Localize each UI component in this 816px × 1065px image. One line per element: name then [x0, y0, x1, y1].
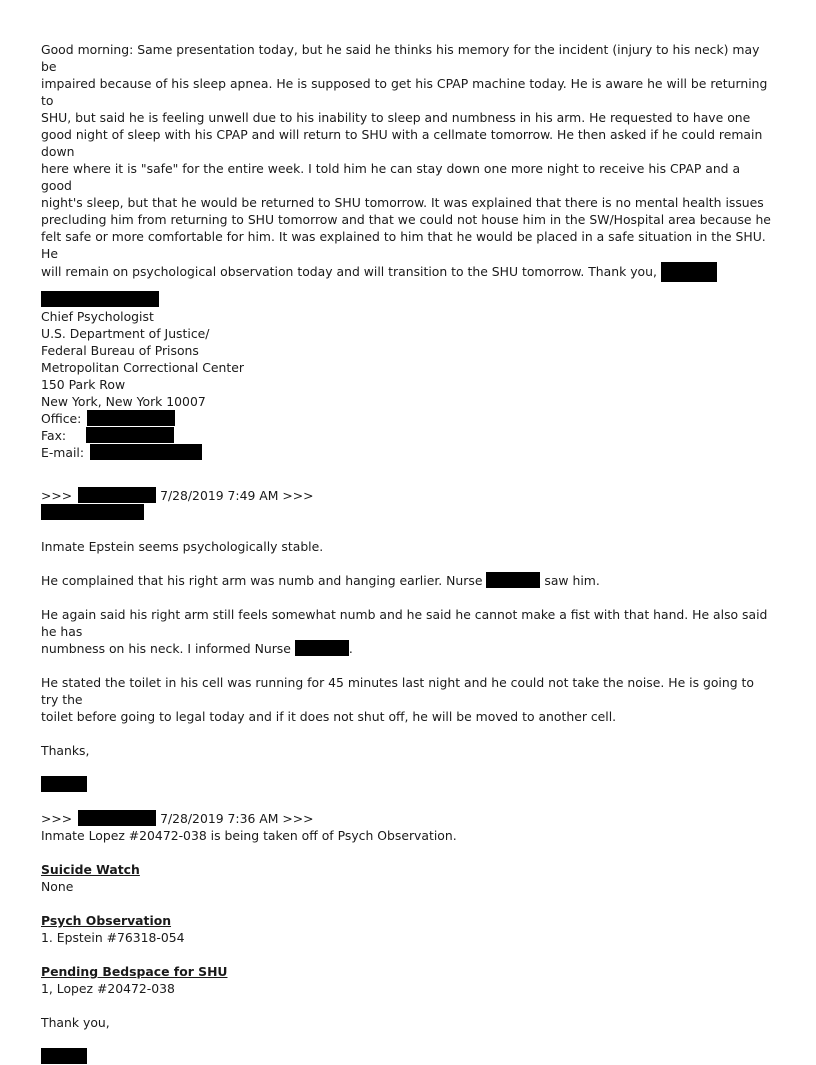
- email2-text: .: [348, 641, 353, 656]
- redaction-block: [41, 1048, 87, 1064]
- email1-line: night's sleep, but that he would be returned to SHU tomorrow. It was explained that there is no mental health issues: [41, 195, 764, 210]
- email2-paragraph: [41, 572, 771, 589]
- email1-line: SHU, but said he is feeling unwell due to his inability to sleep and numbness in his arm. He requested to have one: [41, 110, 751, 125]
- email3: [41, 810, 771, 1065]
- signature-title: Chief Psychologist: [41, 309, 154, 324]
- email-document: [41, 41, 771, 1065]
- email2-header: [41, 487, 771, 504]
- email3-header-datetime: 7/28/2019 7:36 AM >>>: [160, 811, 314, 826]
- email2-line: Inmate Epstein seems psychologically stable.: [41, 539, 324, 554]
- quote-marker: >>>: [41, 811, 73, 826]
- email1-body: [41, 41, 771, 282]
- redaction-block: [78, 487, 156, 503]
- section-item: 1. Epstein #76318-054: [41, 930, 185, 945]
- redaction-block: [295, 640, 349, 656]
- signature-org-line: Metropolitan Correctional Center: [41, 360, 244, 375]
- email1-line: precluding him from returning to SHU tomorrow and that we could not house him in the SW/Hospital area because he: [41, 212, 771, 227]
- section-item: None: [41, 879, 74, 894]
- fax-row: [41, 427, 771, 444]
- section-heading-psych-observation: Psych Observation: [41, 913, 172, 928]
- redaction-block: [661, 262, 717, 282]
- email-label: E-mail:: [41, 445, 85, 460]
- redaction-block: [90, 444, 202, 460]
- section-heading-suicide-watch: Suicide Watch: [41, 862, 140, 877]
- redaction-block: [87, 410, 175, 426]
- email2-line: He again said his right arm still feels somewhat numb and he said he cannot make a fist with that hand. He also said he has: [41, 607, 768, 639]
- email2-header-datetime: 7/28/2019 7:49 AM >>>: [160, 488, 314, 503]
- email1-line: impaired because of his sleep apnea. He is supposed to get his CPAP machine today. He is aware he will be returning to: [41, 76, 768, 108]
- office-row: [41, 410, 771, 427]
- email2: [41, 487, 771, 793]
- email3-header: [41, 810, 771, 827]
- email2-paragraph: [41, 640, 771, 657]
- redaction-block: [86, 427, 174, 443]
- email1-line: Good morning: Same presentation today, but he said he thinks his memory for the incident (injury to his neck) may be: [41, 42, 760, 74]
- email1-line: good night of sleep with his CPAP and will return to SHU with a cellmate tomorrow. He then asked if he could remain down: [41, 127, 763, 159]
- email3-closing: Thank you,: [41, 1015, 110, 1030]
- redaction-block: [41, 504, 144, 520]
- signature-org-line: New York, New York 10007: [41, 394, 206, 409]
- redaction-block: [41, 776, 87, 792]
- fax-label: Fax:: [41, 428, 67, 443]
- redaction-block: [486, 572, 540, 588]
- quote-marker: >>>: [41, 488, 73, 503]
- email2-text: numbness on his neck. I informed Nurse: [41, 641, 291, 656]
- email-row: [41, 444, 771, 461]
- office-label: Office:: [41, 411, 82, 426]
- section-heading-pending-bedspace: Pending Bedspace for SHU: [41, 964, 228, 979]
- email1-line: will remain on psychological observation today and will transition to the SHU tomorrow. Thank you,: [41, 264, 657, 279]
- email1-signature: [41, 308, 771, 461]
- email3-intro: Inmate Lopez #20472-038 is being taken off of Psych Observation.: [41, 828, 457, 843]
- email2-text: He complained that his right arm was numb and hanging earlier. Nurse: [41, 573, 483, 588]
- signature-org-line: 150 Park Row: [41, 377, 126, 392]
- email2-line: He stated the toilet in his cell was running for 45 minutes last night and he could not take the noise. He is going to try the: [41, 675, 754, 707]
- email1-line: here where it is "safe" for the entire week. I told him he can stay down one more night to receive his CPAP and a good: [41, 161, 741, 193]
- signature-org-line: Federal Bureau of Prisons: [41, 343, 199, 358]
- email2-closing: Thanks,: [41, 743, 90, 758]
- redaction-block: [41, 291, 159, 307]
- redaction-block: [78, 810, 156, 826]
- signature-org-line: U.S. Department of Justice/: [41, 326, 210, 341]
- section-item: 1, Lopez #20472-038: [41, 981, 175, 996]
- email2-line: toilet before going to legal today and if it does not shut off, he will be moved to another cell.: [41, 709, 617, 724]
- email2-text: saw him.: [544, 573, 600, 588]
- email1-line: felt safe or more comfortable for him. It was explained to him that he would be placed in a safe situation in the SHU. He: [41, 229, 766, 261]
